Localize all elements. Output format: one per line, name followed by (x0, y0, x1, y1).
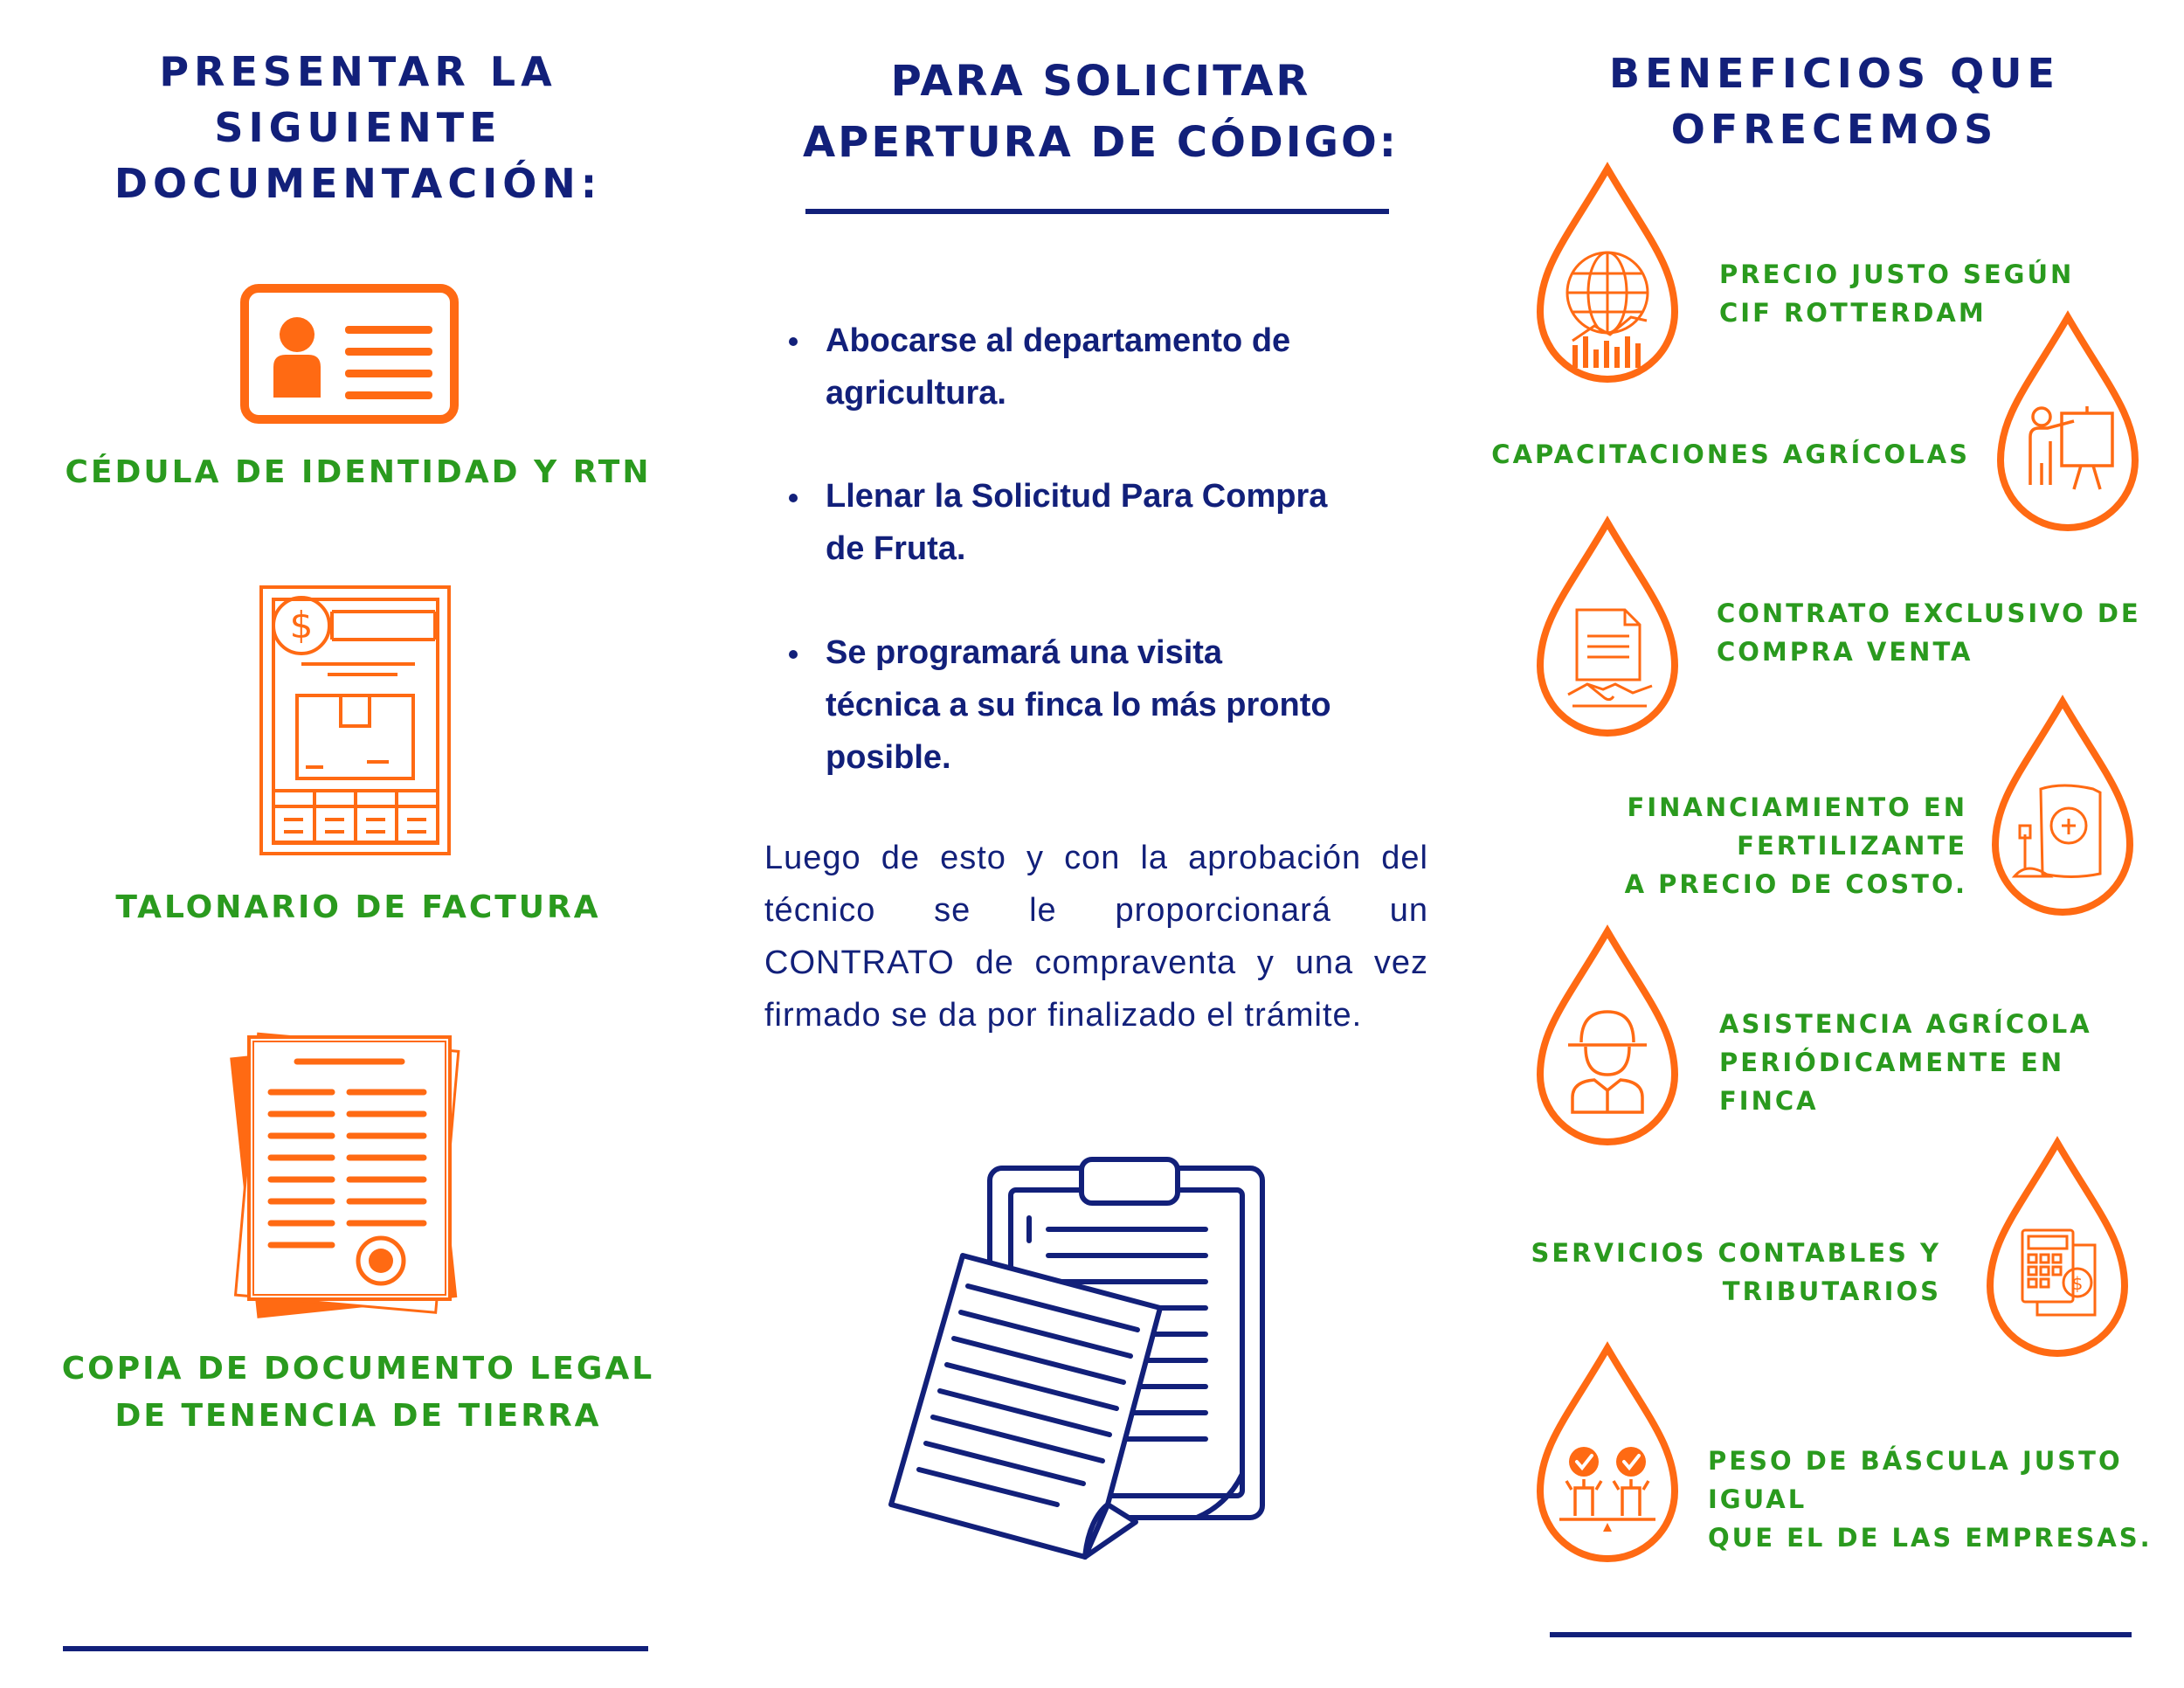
benefit-6-line2: TRIBUTARIOS (1722, 1276, 1941, 1306)
center-title-line1: PARA SOLICITAR (890, 57, 1311, 106)
benefit-7-line1: PESO DE BÁSCULA JUSTO IGUAL (1708, 1446, 2123, 1514)
benefit-1-line2: CIF ROTTERDAM (1719, 298, 1987, 328)
benefit-7 (1708, 1442, 2171, 1557)
center-title-rule (805, 209, 1389, 214)
presentation-icon (1994, 310, 2142, 537)
svg-text:$: $ (289, 604, 314, 647)
benefit-4-line2: A PRECIO DE COSTO. (1624, 869, 1967, 899)
bullet-dot-1 (789, 337, 798, 346)
step-3-line1: Se programará una visita (826, 634, 1223, 671)
benefit-5-line1: ASISTENCIA AGRÍCOLA (1719, 1009, 2092, 1039)
legal-document-icon (227, 1027, 467, 1324)
svg-text:$: $ (2071, 1273, 2084, 1294)
left-title-line2: DOCUMENTACIÓN: (114, 160, 603, 207)
farmer-icon (1533, 924, 1682, 1152)
benefit-6 (1485, 1234, 1941, 1311)
bullet-dot-2 (789, 494, 798, 502)
benefit-1-line1: PRECIO JUSTO SEGÚN (1719, 259, 2075, 289)
right-title-line2: OFRECEMOS (1670, 106, 1999, 153)
step-1-line2: agricultura. (826, 375, 1006, 412)
benefit-2-line1: CAPACITACIONES AGRÍCOLAS (1491, 439, 1970, 469)
left-title-line1: PRESENTAR LA SIGUIENTE (159, 48, 557, 151)
step-3 (826, 626, 1455, 784)
step-2 (826, 470, 1455, 575)
globe-chart-icon (1533, 162, 1682, 389)
invoice-icon (258, 584, 454, 859)
id-card-icon (240, 284, 459, 424)
right-title-line1: BENEFICIOS QUE (1609, 50, 2060, 97)
doc-label-invoice: TALONARIO DE FACTURA (115, 889, 601, 925)
step-2-line1: Llenar la Solicitud Para Compra (826, 478, 1328, 515)
closing-paragraph: Luego de esto y con la aprobación del técnico se le proporcionará un CONTRATO de compraventa y una vez firmado se da por finalizado el trámite. (764, 840, 1428, 1034)
right-bottom-rule (1550, 1632, 2132, 1637)
benefit-2 (1485, 435, 1970, 474)
benefit-3-line1: CONTRATO EXCLUSIVO DE (1717, 598, 2141, 628)
scale-people-icon (1533, 1341, 1682, 1568)
left-bottom-rule (63, 1646, 648, 1651)
contract-handshake-icon (1533, 515, 1682, 743)
doc-label-legal-line2: DE TENENCIA DE TIERRA (114, 1398, 602, 1434)
benefit-4-line1: FINANCIAMIENTO EN FERTILIZANTE (1627, 792, 1967, 861)
benefit-4 (1485, 788, 1967, 903)
calculator-icon (1983, 1136, 2132, 1363)
center-title-line2: APERTURA DE CÓDIGO: (803, 118, 1399, 167)
step-1-line1: Abocarse al departamento de (826, 322, 1291, 359)
step-2-line2: de Fruta. (826, 530, 966, 567)
clipboard-documents-icon (882, 1155, 1275, 1566)
doc-label-id: CÉDULA DE IDENTIDAD Y RTN (65, 454, 652, 490)
right-title (1485, 45, 2184, 157)
benefit-3-line2: COMPRA VENTA (1717, 637, 1973, 667)
benefit-5 (1719, 1005, 2156, 1120)
fertilizer-bag-icon (1988, 695, 2137, 922)
benefit-6-line1: SERVICIOS CONTABLES Y (1531, 1238, 1941, 1268)
left-title (35, 44, 681, 211)
benefit-3 (1717, 594, 2153, 671)
center-title (751, 51, 1450, 173)
bullet-dot-3 (789, 650, 798, 659)
doc-label-legal (35, 1346, 681, 1440)
step-1 (826, 315, 1437, 419)
step-3-line3: posible. (826, 739, 951, 776)
step-3-line2: técnica a su finca lo más pronto (826, 687, 1331, 723)
benefit-5-line2: PERIÓDICAMENTE EN FINCA (1719, 1048, 2065, 1116)
doc-label-legal-line1: COPIA DE DOCUMENTO LEGAL (61, 1351, 655, 1387)
benefit-7-line2: QUE EL DE LAS EMPRESAS. (1708, 1523, 2153, 1553)
